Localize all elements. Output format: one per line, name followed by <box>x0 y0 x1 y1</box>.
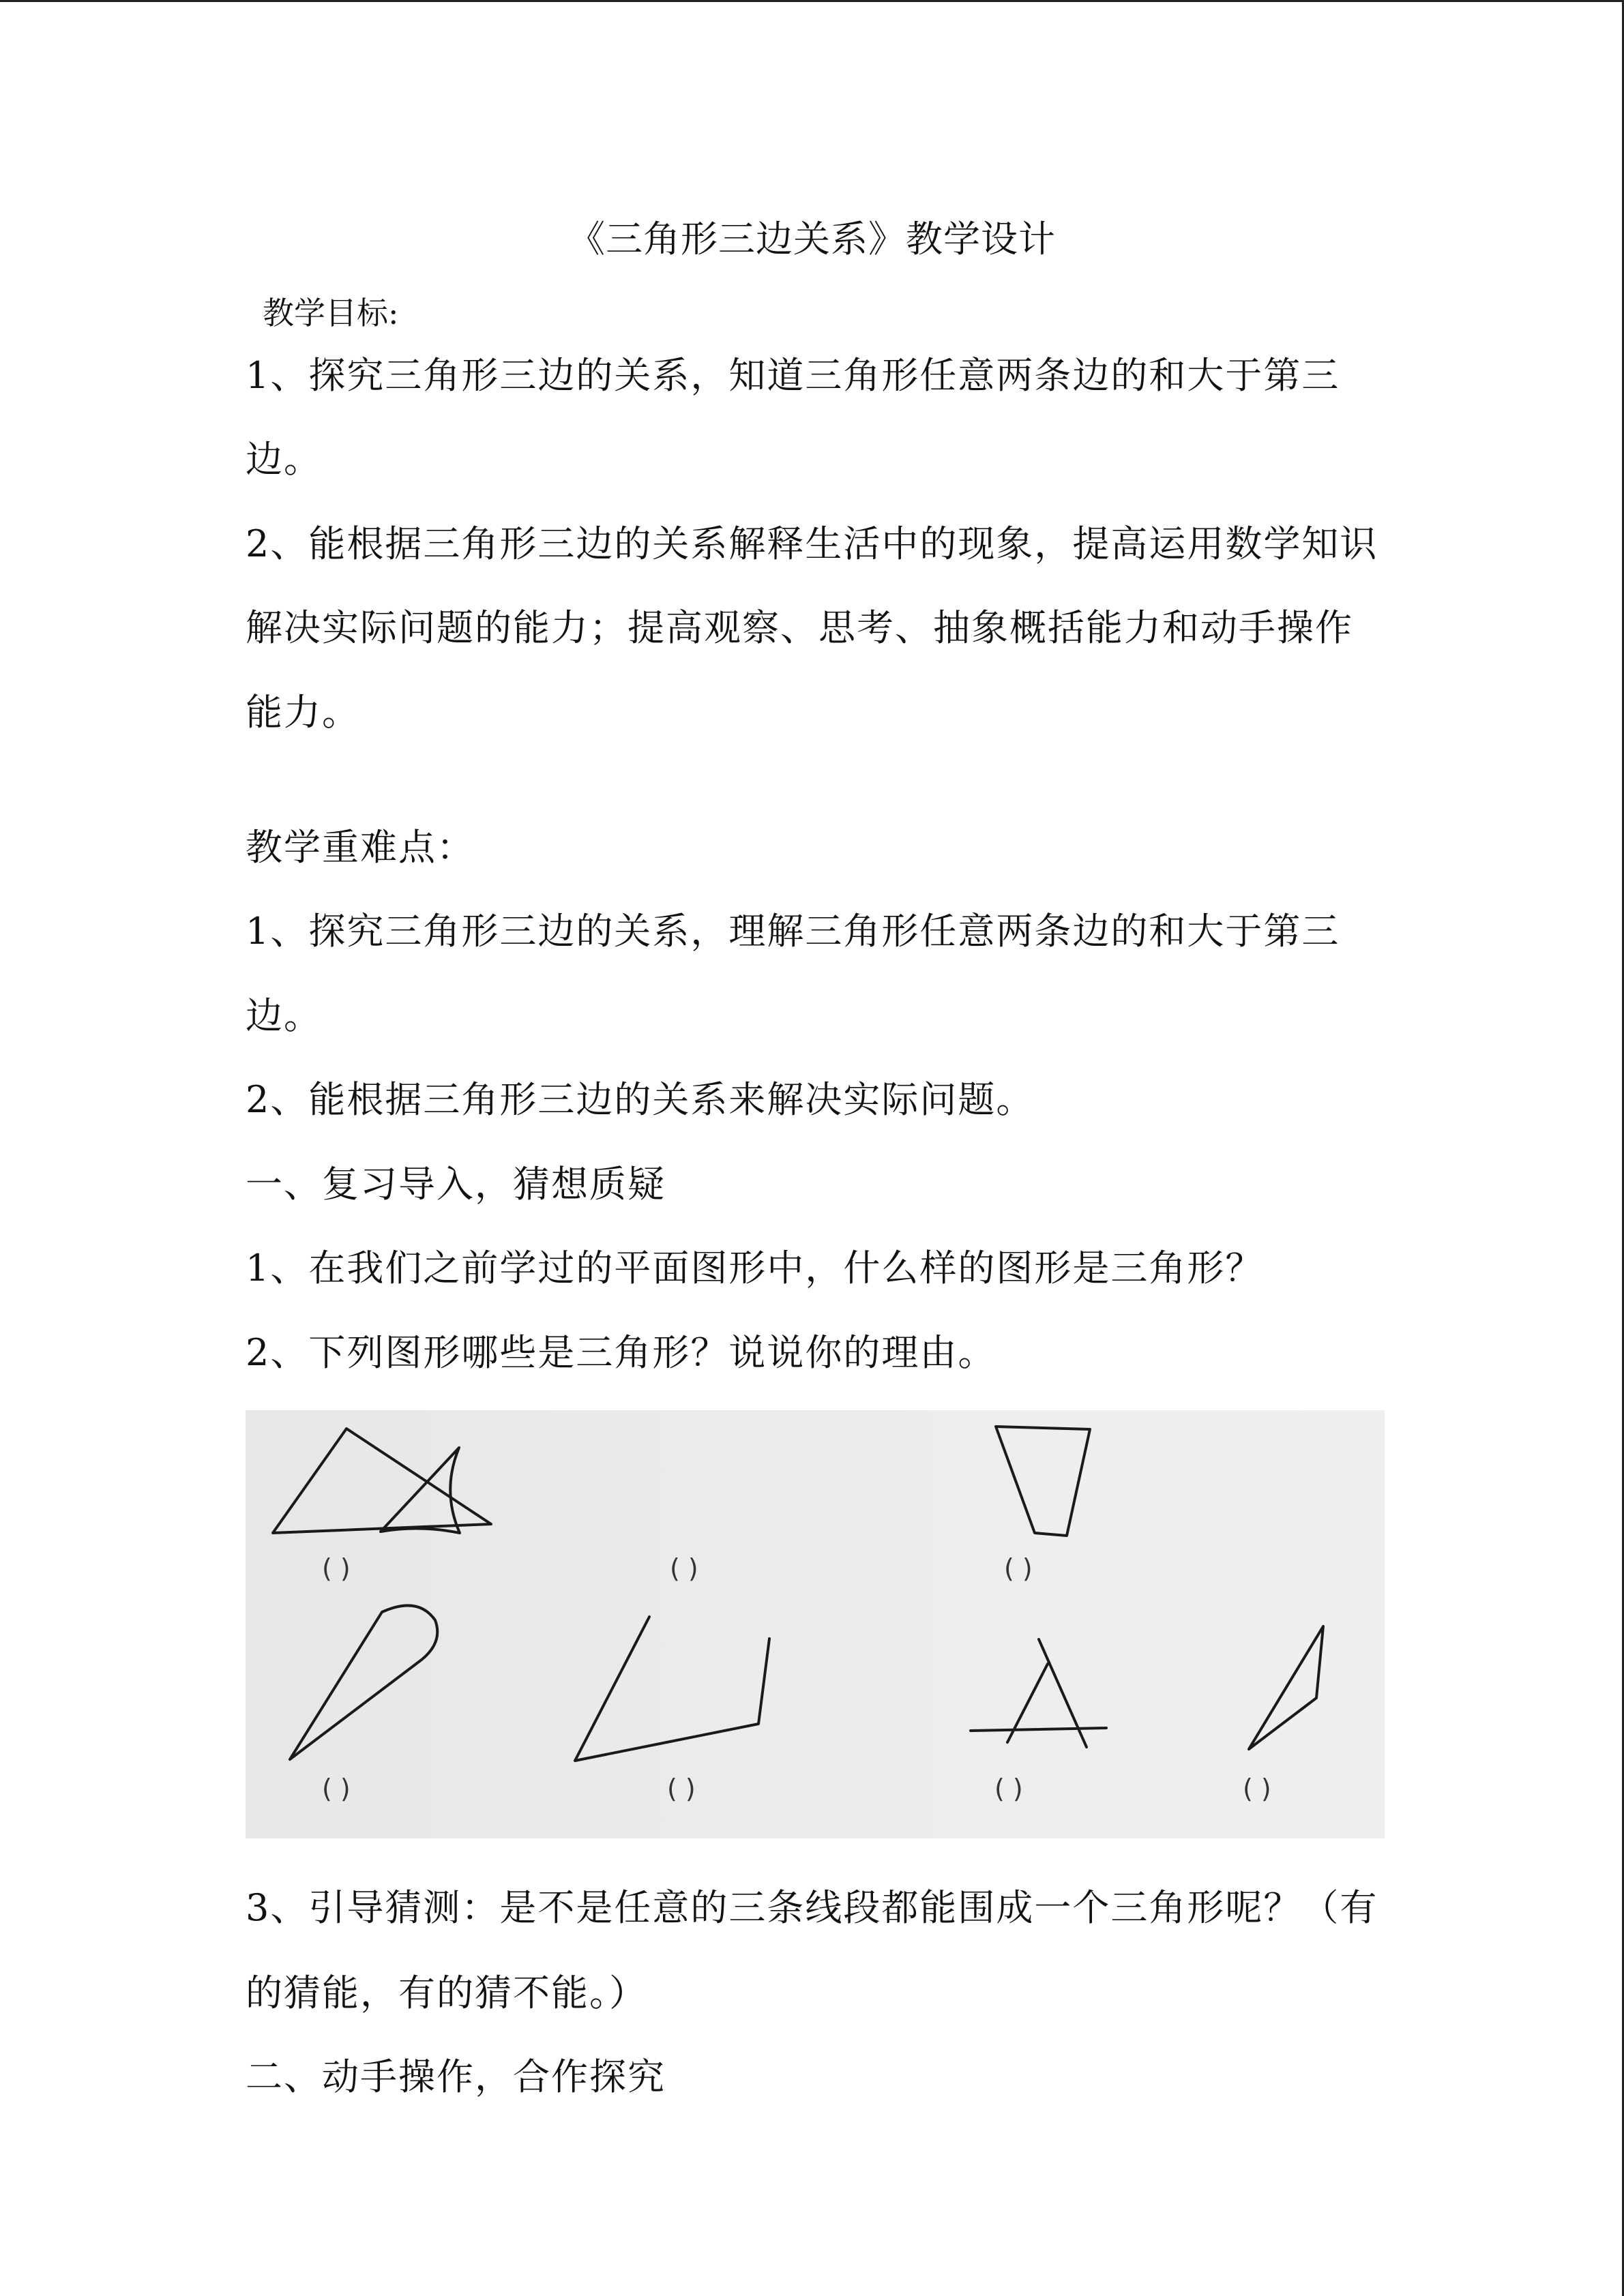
shapes-figure <box>246 1410 1385 1838</box>
objective-line-5: 能力。 <box>246 691 360 734</box>
shape-open-lines <box>575 1617 769 1761</box>
objective-line-4: 解决实际问题的能力；提高观察、思考、抽象概括能力和动手操作 <box>246 606 1353 649</box>
shape-crossing-lines <box>971 1639 1106 1747</box>
section-one-line-2: 2、下列图形哪些是三角形？说说你的理由。 <box>246 1331 996 1374</box>
answer-blank-2: ( ) <box>670 1553 698 1583</box>
answer-blank-5: ( ) <box>667 1774 696 1804</box>
section-two-heading: 二、动手操作，合作探究 <box>246 2055 666 2098</box>
section-one-heading: 一、复习导入，猜想质疑 <box>246 1163 666 1206</box>
shape-triangle <box>273 1429 491 1533</box>
answer-blank-3: ( ) <box>1004 1553 1033 1583</box>
objectives-heading: 教学目标: <box>263 295 399 331</box>
objective-line-1: 1、探究三角形三边的关系，知道三角形任意两条边的和大于第三 <box>246 354 1340 397</box>
answer-blank-7: ( ) <box>1243 1774 1271 1804</box>
answer-blank-1: ( ) <box>322 1553 351 1583</box>
shape-small-triangle <box>1249 1626 1323 1749</box>
section-one-line-3: 3、引导猜测：是不是任意的三条线段都能围成一个三角形呢？（有 <box>246 1886 1378 1929</box>
document-title: 《三角形三边关系》教学设计 <box>568 218 1056 260</box>
shapes-figure-drawing <box>246 1410 1385 1838</box>
shape-quadrilateral <box>996 1427 1090 1536</box>
answer-blank-4: ( ) <box>322 1774 351 1804</box>
section-one-line-1: 1、在我们之前学过的平面图形中，什么样的图形是三角形？ <box>246 1247 1264 1289</box>
key-point-line-1: 1、探究三角形三边的关系，理解三角形任意两条边的和大于第三 <box>246 910 1340 953</box>
key-point-line-3: 2、能根据三角形三边的关系来解决实际问题。 <box>246 1078 1035 1121</box>
key-points-heading: 教学重难点： <box>246 826 475 869</box>
objective-line-3: 2、能根据三角形三边的关系解释生活中的现象，提高运用数学知识 <box>246 522 1378 565</box>
key-point-line-2: 边。 <box>246 994 322 1037</box>
answer-blank-6: ( ) <box>994 1774 1023 1804</box>
section-one-line-4: 的猜能，有的猜不能。） <box>246 1971 647 2014</box>
shape-teardrop <box>290 1605 437 1759</box>
objective-line-2: 边。 <box>246 438 322 481</box>
